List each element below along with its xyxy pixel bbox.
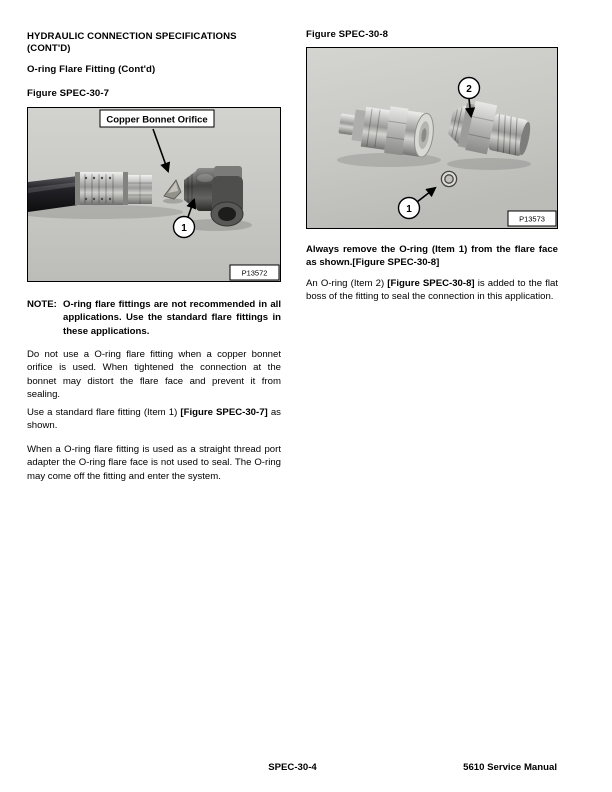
section-subheading: O-ring Flare Fitting (Cont'd) xyxy=(27,64,156,75)
item-1-number: 1 xyxy=(406,203,412,215)
paragraph-straight-thread: When a O-ring flare fitting is used as a straight thread port adapter the O-ring flare face is not used to seal. The O-ring may come off the fitting and enter the system. xyxy=(27,444,281,482)
figure-reference-spec-30-8: [Figure SPEC-30-8] xyxy=(387,278,475,289)
paragraph-standard-flare xyxy=(27,406,281,433)
paragraph-oring-added-pre: An O-ring (Item 2) xyxy=(306,278,388,289)
page-title-line1: HYDRAULIC CONNECTION SPECIFICATIONS xyxy=(27,31,237,42)
paragraph-oring-added-post: is added to the flat boss of the fitting to seal the connection in this application. xyxy=(306,278,558,303)
footer-manual-title: 5610 Service Manual xyxy=(463,762,557,773)
item-2-number: 2 xyxy=(466,83,472,95)
photo-id-text: P13573 xyxy=(519,214,545,224)
figure-photo-spec-30-7 xyxy=(27,107,281,282)
paragraph-standard-flare-post: as shown. xyxy=(27,407,281,432)
orifice-shadow xyxy=(163,198,183,203)
photo-id-label xyxy=(230,265,279,280)
note-text: O-ring flare fittings are not recommended in all applications. Use the standard flare fittings in these applications. xyxy=(63,299,281,337)
fitting-shadow xyxy=(447,158,531,170)
note-label: NOTE: xyxy=(27,299,57,310)
figure-reference-spec-30-7: [Figure SPEC-30-7] xyxy=(180,407,268,418)
paragraph-standard-flare-pre: Use a standard flare fitting (Item 1) xyxy=(27,407,181,418)
note-block xyxy=(27,298,281,338)
paragraph-oring-added xyxy=(306,277,558,304)
figure-caption-spec-30-8: Figure SPEC-30-8 xyxy=(306,29,389,40)
photo-id-label xyxy=(508,211,556,226)
paragraph-always-remove-oring: Always remove the O-ring (Item 1) from the flare face as shown.[Figure SPEC-30-8] xyxy=(306,244,558,269)
figure-caption-spec-30-7: Figure SPEC-30-7 xyxy=(27,88,110,99)
paragraph-copper-bonnet: Do not use a O-ring flare fitting when a copper bonnet orifice is used. When tightened the connection at the bonnet may distort the flare face and prevent it from sealing. xyxy=(27,349,281,401)
footer-page-number: SPEC-30-4 xyxy=(268,762,317,773)
page-title-line2: (CONT'D) xyxy=(27,42,71,54)
page-title xyxy=(27,31,281,54)
figure-photo-spec-30-8 xyxy=(306,47,558,229)
item-1-number: 1 xyxy=(181,222,187,234)
callout-label: Copper Bonnet Orifice xyxy=(106,114,208,126)
photo-id-text: P13572 xyxy=(241,268,268,278)
